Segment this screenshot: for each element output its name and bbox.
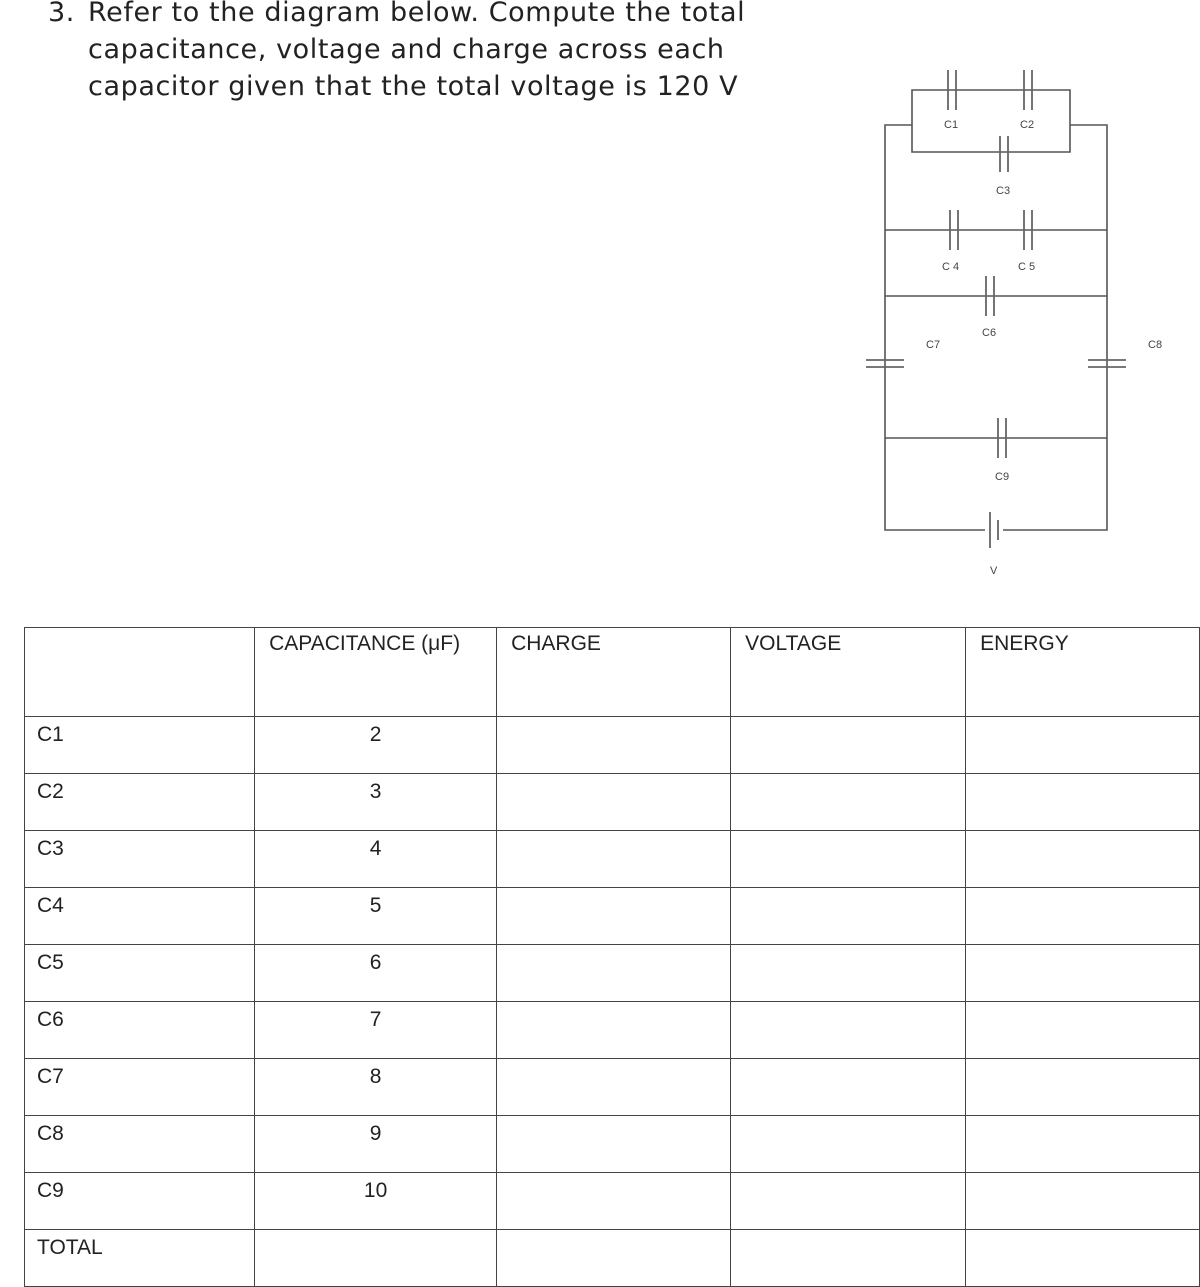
row-label-cell: C1: [25, 717, 255, 774]
question-line-2: capacitance, voltage and charge across each: [88, 34, 725, 65]
voltage-cell: [731, 717, 966, 774]
energy-cell: [966, 831, 1200, 888]
voltage-cell: [731, 831, 966, 888]
row-label-cell: C3: [25, 831, 255, 888]
charge-cell: [497, 1230, 731, 1287]
c7-label: C7: [926, 339, 941, 351]
row-label-cell: C4: [25, 888, 255, 945]
row-label-cell: C8: [25, 1116, 255, 1173]
row-label-cell: C6: [25, 1002, 255, 1059]
table-row: [25, 774, 1200, 831]
table-header-row: [25, 628, 1200, 717]
c2-label: C2: [1020, 119, 1035, 131]
voltage-cell: [731, 1173, 966, 1230]
outer-left-wire: [885, 125, 985, 530]
energy-cell: [966, 1230, 1200, 1287]
c6-label: C6: [982, 327, 997, 339]
capacitance-cell: [255, 1230, 497, 1287]
circuit-diagram: [0, 0, 1200, 600]
c1-c2-box: [912, 90, 1070, 152]
outer-right-wire: [1003, 125, 1107, 530]
table-row: [25, 1059, 1200, 1116]
table-row: [25, 888, 1200, 945]
capacitance-cell: 7: [255, 1002, 497, 1059]
capacitance-cell: 10: [255, 1173, 497, 1230]
table-row: [25, 1230, 1200, 1287]
battery-label: V: [990, 565, 998, 577]
table-row: [25, 831, 1200, 888]
header-voltage: VOLTAGE: [731, 628, 966, 717]
charge-cell: [497, 888, 731, 945]
c3-label: C3: [996, 185, 1011, 197]
capacitance-cell: 2: [255, 717, 497, 774]
results-table: [24, 627, 1200, 1287]
row-label-cell: C7: [25, 1059, 255, 1116]
header-charge: CHARGE: [497, 628, 731, 717]
voltage-cell: [731, 945, 966, 1002]
charge-cell: [497, 1116, 731, 1173]
table-body: [25, 717, 1200, 1287]
table-row: [25, 1116, 1200, 1173]
row-label-cell: TOTAL: [25, 1230, 255, 1287]
energy-cell: [966, 1173, 1200, 1230]
voltage-cell: [731, 1002, 966, 1059]
c5-label: C 5: [1018, 261, 1036, 273]
charge-cell: [497, 1059, 731, 1116]
voltage-cell: [731, 1230, 966, 1287]
capacitance-cell: 3: [255, 774, 497, 831]
charge-cell: [497, 1173, 731, 1230]
charge-cell: [497, 774, 731, 831]
header-energy: ENERGY: [966, 628, 1200, 717]
table-row: [25, 945, 1200, 1002]
energy-cell: [966, 774, 1200, 831]
capacitance-cell: 8: [255, 1059, 497, 1116]
energy-cell: [966, 717, 1200, 774]
energy-cell: [966, 1116, 1200, 1173]
charge-cell: [497, 831, 731, 888]
energy-cell: [966, 888, 1200, 945]
voltage-cell: [731, 774, 966, 831]
table-row: [25, 1173, 1200, 1230]
charge-cell: [497, 945, 731, 1002]
row-label-cell: C5: [25, 945, 255, 1002]
capacitance-cell: 9: [255, 1116, 497, 1173]
charge-cell: [497, 717, 731, 774]
c8-label: C8: [1148, 339, 1163, 351]
energy-cell: [966, 1059, 1200, 1116]
question-line-1-text: Refer to the diagram below. Compute the total: [88, 0, 746, 28]
voltage-cell: [731, 888, 966, 945]
energy-cell: [966, 1002, 1200, 1059]
c9-label: C9: [995, 471, 1010, 483]
c4-label: C 4: [942, 261, 960, 273]
header-blank: [25, 628, 255, 717]
question-line-3: capacitor given that the total voltage is 120 V: [88, 71, 739, 102]
voltage-cell: [731, 1116, 966, 1173]
energy-cell: [966, 945, 1200, 1002]
c1-label: C1: [944, 119, 959, 131]
row-label-cell: C9: [25, 1173, 255, 1230]
table-row: [25, 1002, 1200, 1059]
capacitance-cell: 4: [255, 831, 497, 888]
voltage-cell: [731, 1059, 966, 1116]
capacitance-cell: 6: [255, 945, 497, 1002]
charge-cell: [497, 1002, 731, 1059]
table-row: [25, 717, 1200, 774]
capacitance-cell: 5: [255, 888, 497, 945]
header-capacitance: CAPACITANCE (μF): [255, 628, 497, 717]
row-label-cell: C2: [25, 774, 255, 831]
question-number: 3.: [48, 0, 75, 28]
